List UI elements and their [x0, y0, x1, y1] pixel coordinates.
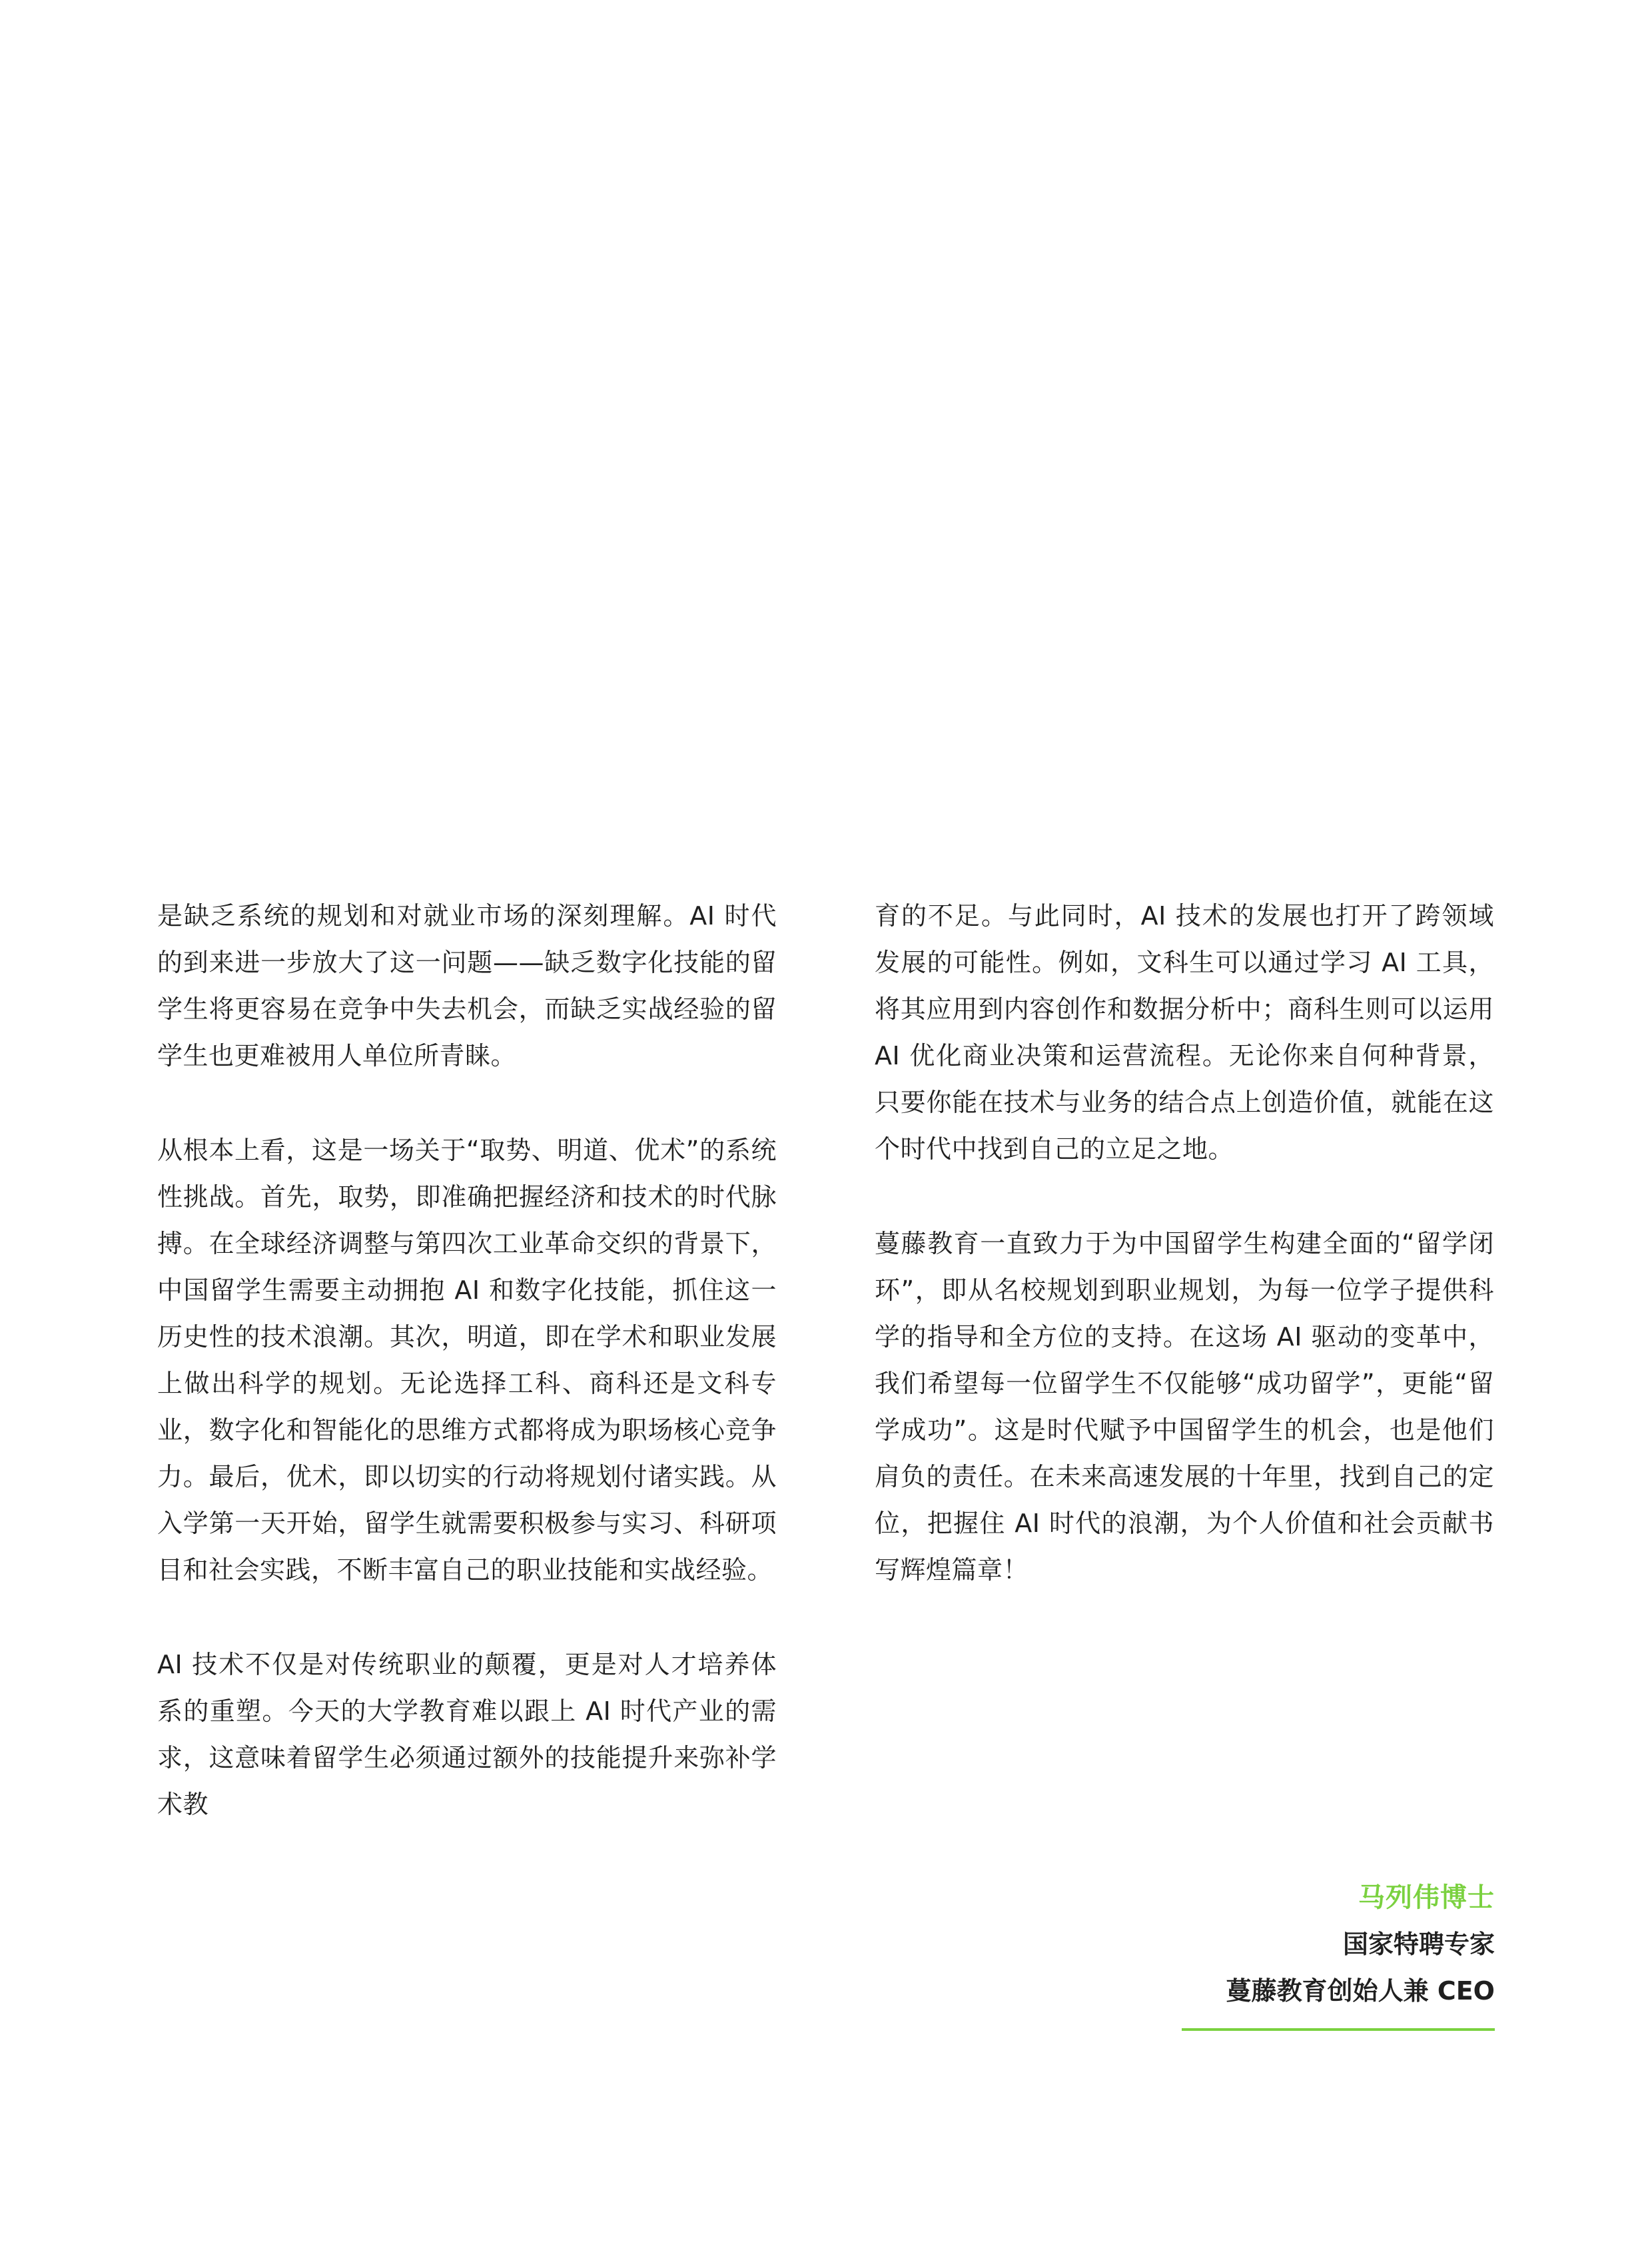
author-position: 蔓藤教育创始人兼 CEO [1226, 1976, 1495, 2006]
right-text-column [875, 893, 1494, 1641]
author-signature [1226, 1874, 1495, 2014]
left-text-column [157, 893, 777, 1876]
paragraph: 育的不足。与此同时，AI 技术的发展也打开了跨领域发展的可能性。例如，文科生可以通过学习 AI 工具，将其应用到内容创作和数据分析中；商科生则可以运用 AI 优化商业决策和运营流程。无论你来自何种背景，只要你能在技术与业务的结合点上创造价值，就能在这个时代中找到自己的立足之地。 [875, 901, 1494, 1164]
paragraph: 是缺乏系统的规划和对就业市场的深刻理解。AI 时代的到来进一步放大了这一问题——缺乏数字化技能的留学生将更容易在竞争中失去机会，而缺乏实战经验的留学生也更难被用人单位所青睐。 [157, 901, 777, 1070]
author-name: 马列伟博士 [1358, 1882, 1495, 1913]
paragraph: 从根本上看，这是一场关于“取势、明道、优术”的系统性挑战。首先，取势，即准确把握经济和技术的时代脉搏。在全球经济调整与第四次工业革命交织的背景下，中国留学生需要主动拥抱 AI 和数字化技能，抓住这一历史性的技术浪潮。其次，明道，即在学术和职业发展上做出科学的规划。无论选择工科、商科还是文科专业，数字化和智能化的思维方式都将成为职场核心竞争力。最后，优术，即以切实的行动将规划付诸实践。从入学第一天开始，留学生就需要积极参与实习、科研项目和社会实践，不断丰富自己的职业技能和实战经验。 [157, 1136, 777, 1585]
author-title: 国家特聘专家 [1342, 1930, 1495, 1959]
paragraph: 蔓藤教育一直致力于为中国留学生构建全面的“留学闭环”，即从名校规划到职业规划，为每一位学子提供科学的指导和全方位的支持。在这场 AI 驱动的变革中，我们希望每一位留学生不仅能够“成功留学”，更能“留学成功”。这是时代赋予中国留学生的机会，也是他们肩负的责任。在未来高速发展的十年里，找到自己的定位，把握住 AI 时代的浪潮，为个人价值和社会贡献书写辉煌篇章！ [875, 1229, 1494, 1585]
signature-underline [1182, 2028, 1495, 2031]
paragraph: AI 技术不仅是对传统职业的颠覆，更是对人才培养体系的重塑。今天的大学教育难以跟上 AI 时代产业的需求，这意味着留学生必须通过额外的技能提升来弥补学术教 [157, 1650, 777, 1819]
